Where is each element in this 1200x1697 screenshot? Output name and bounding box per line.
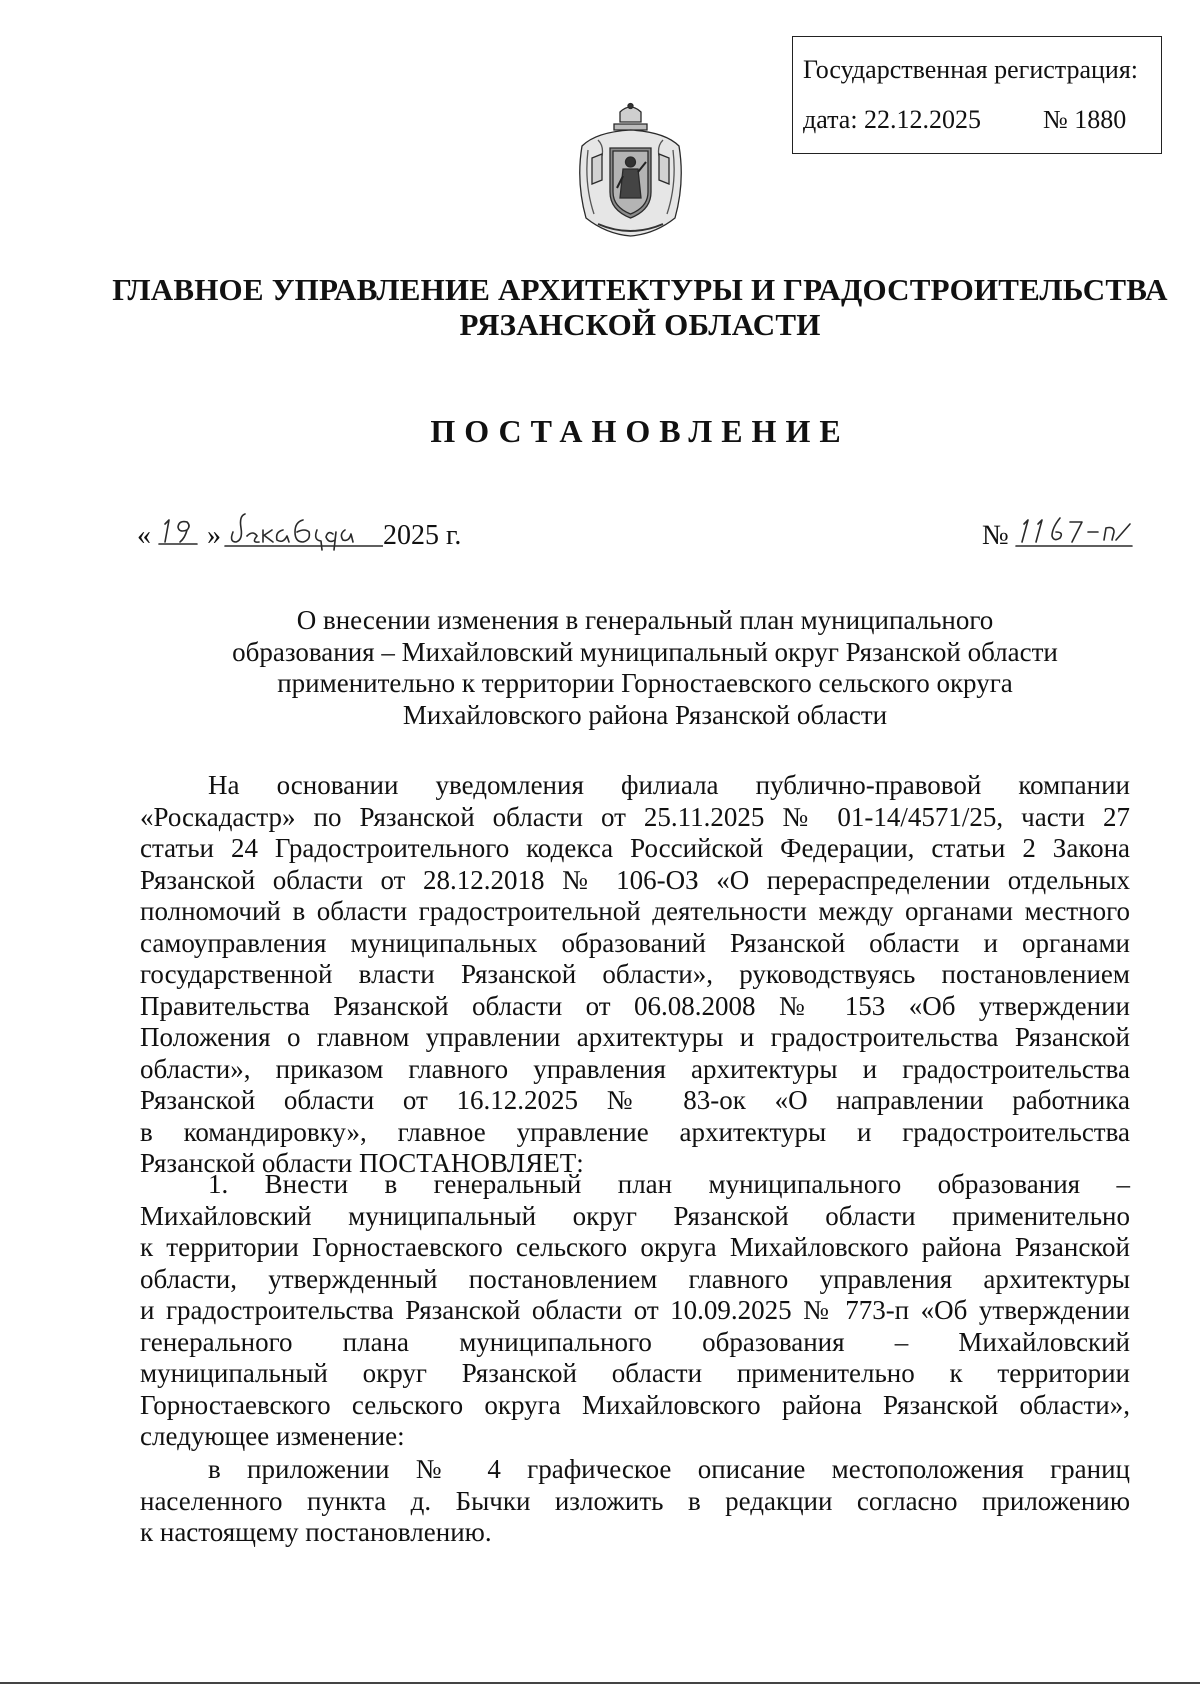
body-line: генерального плана муниципального образования – Михайловский [140,1326,1130,1357]
document-number-sign: № [982,520,1009,551]
body-line: Правительства Рязанской области от 06.08.2008 № 153 «Об утверждении [140,990,1130,1021]
body-line: области», приказом главного управления архитектуры и градостроительства [140,1053,1130,1084]
body-line: самоуправления муниципальных образований Рязанской области и органами [140,927,1130,958]
registration-box [792,36,1162,154]
subject-line: образования – Михайловский муниципальный округ Рязанской области [232,636,1058,667]
registration-title: Государственная регистрация: [803,55,1139,84]
body-line: Рязанской области от 16.12.2025 № 83-ок «О направлении работника [140,1085,1130,1115]
date-year: 2025 г. [383,520,462,551]
subject-line: применительно к территории Горностаевского сельского округа [277,668,1013,698]
handwritten-month [223,510,383,554]
ryazan-coat-of-arms-icon [568,100,693,240]
registration-date: дата: 22.12.2025 [803,105,982,134]
body-line: Михайловский муниципальный округ Рязанской области применительно [140,1200,1130,1231]
body-line: муниципальный округ Рязанской области применительно к территории [140,1358,1130,1388]
body-line: и градостроительства Рязанской области от 10.09.2025 № 773-п «Об утверждении [140,1295,1130,1325]
body-line: к территории Горностаевского сельского округа Михайловского района Рязанской [140,1232,1130,1262]
document-subject [150,605,1140,731]
body-paragraph-2 [140,1169,1130,1453]
body-paragraph-3 [140,1454,1130,1549]
body-line: области, утвержденный постановлением главного управления архитектуры [140,1263,1130,1294]
body-paragraph-1 [140,770,1130,1180]
body-line: статьи 24 Градостроительного кодекса Российской Федерации, статьи 2 Закона [140,833,1130,863]
organization-name-line-2: РЯЗАНСКОЙ ОБЛАСТИ [459,307,821,342]
date-number-line [137,510,1137,570]
body-line: 1. Внести в генеральный план муниципального образования – [208,1169,1130,1199]
subject-line: О внесении изменения в генеральный план муниципального [296,605,994,635]
page-bottom-divider [0,1682,1200,1684]
organization-name-line-1: ГЛАВНОЕ УПРАВЛЕНИЕ АРХИТЕКТУРЫ И ГРАДОСТРОИТЕЛЬСТВА [112,272,1168,307]
body-line: населенного пункта д. Бычки изложить в редакции согласно приложению [140,1485,1130,1516]
body-line: государственной власти Рязанской области», руководствуясь постановлением [140,959,1130,989]
body-line: в командировку», главное управление архитектуры и градостроительства [140,1116,1130,1147]
subject-line: Михайловского района Рязанской области [402,699,888,730]
body-line: к настоящему постановлению. [140,1517,492,1547]
document-type-title: ПОСТАНОВЛЕНИЕ [430,413,850,449]
body-line: Рязанской области от 28.12.2018 № 106-ОЗ «О перераспределении отдельных [140,864,1130,895]
body-line: в приложении № 4 графическое описание местоположения границ [208,1454,1130,1484]
body-line: следующее изменение: [140,1421,405,1451]
registration-number: № 1880 [1043,105,1127,134]
body-line: Горностаевского сельского округа Михайловского района Рязанской области», [140,1389,1130,1420]
body-line: «Роскадастр» по Рязанской области от 25.11.2025 № 01-14/4571/25, части 27 [140,801,1130,832]
date-close-quote: » [207,520,221,551]
handwritten-day [151,510,207,552]
body-line: полномочий в области градостроительной деятельности между органами местного [140,896,1130,926]
body-line: Рязанской области ПОСТАНОВЛЯЕТ: [140,1148,584,1178]
date-open-quote: « [137,520,151,551]
handwritten-document-number [1012,510,1137,554]
body-line: На основании уведомления филиала публично-правовой компании [208,770,1130,800]
body-line: Положения о главном управлении архитектуры и градостроительства Рязанской [140,1022,1130,1052]
